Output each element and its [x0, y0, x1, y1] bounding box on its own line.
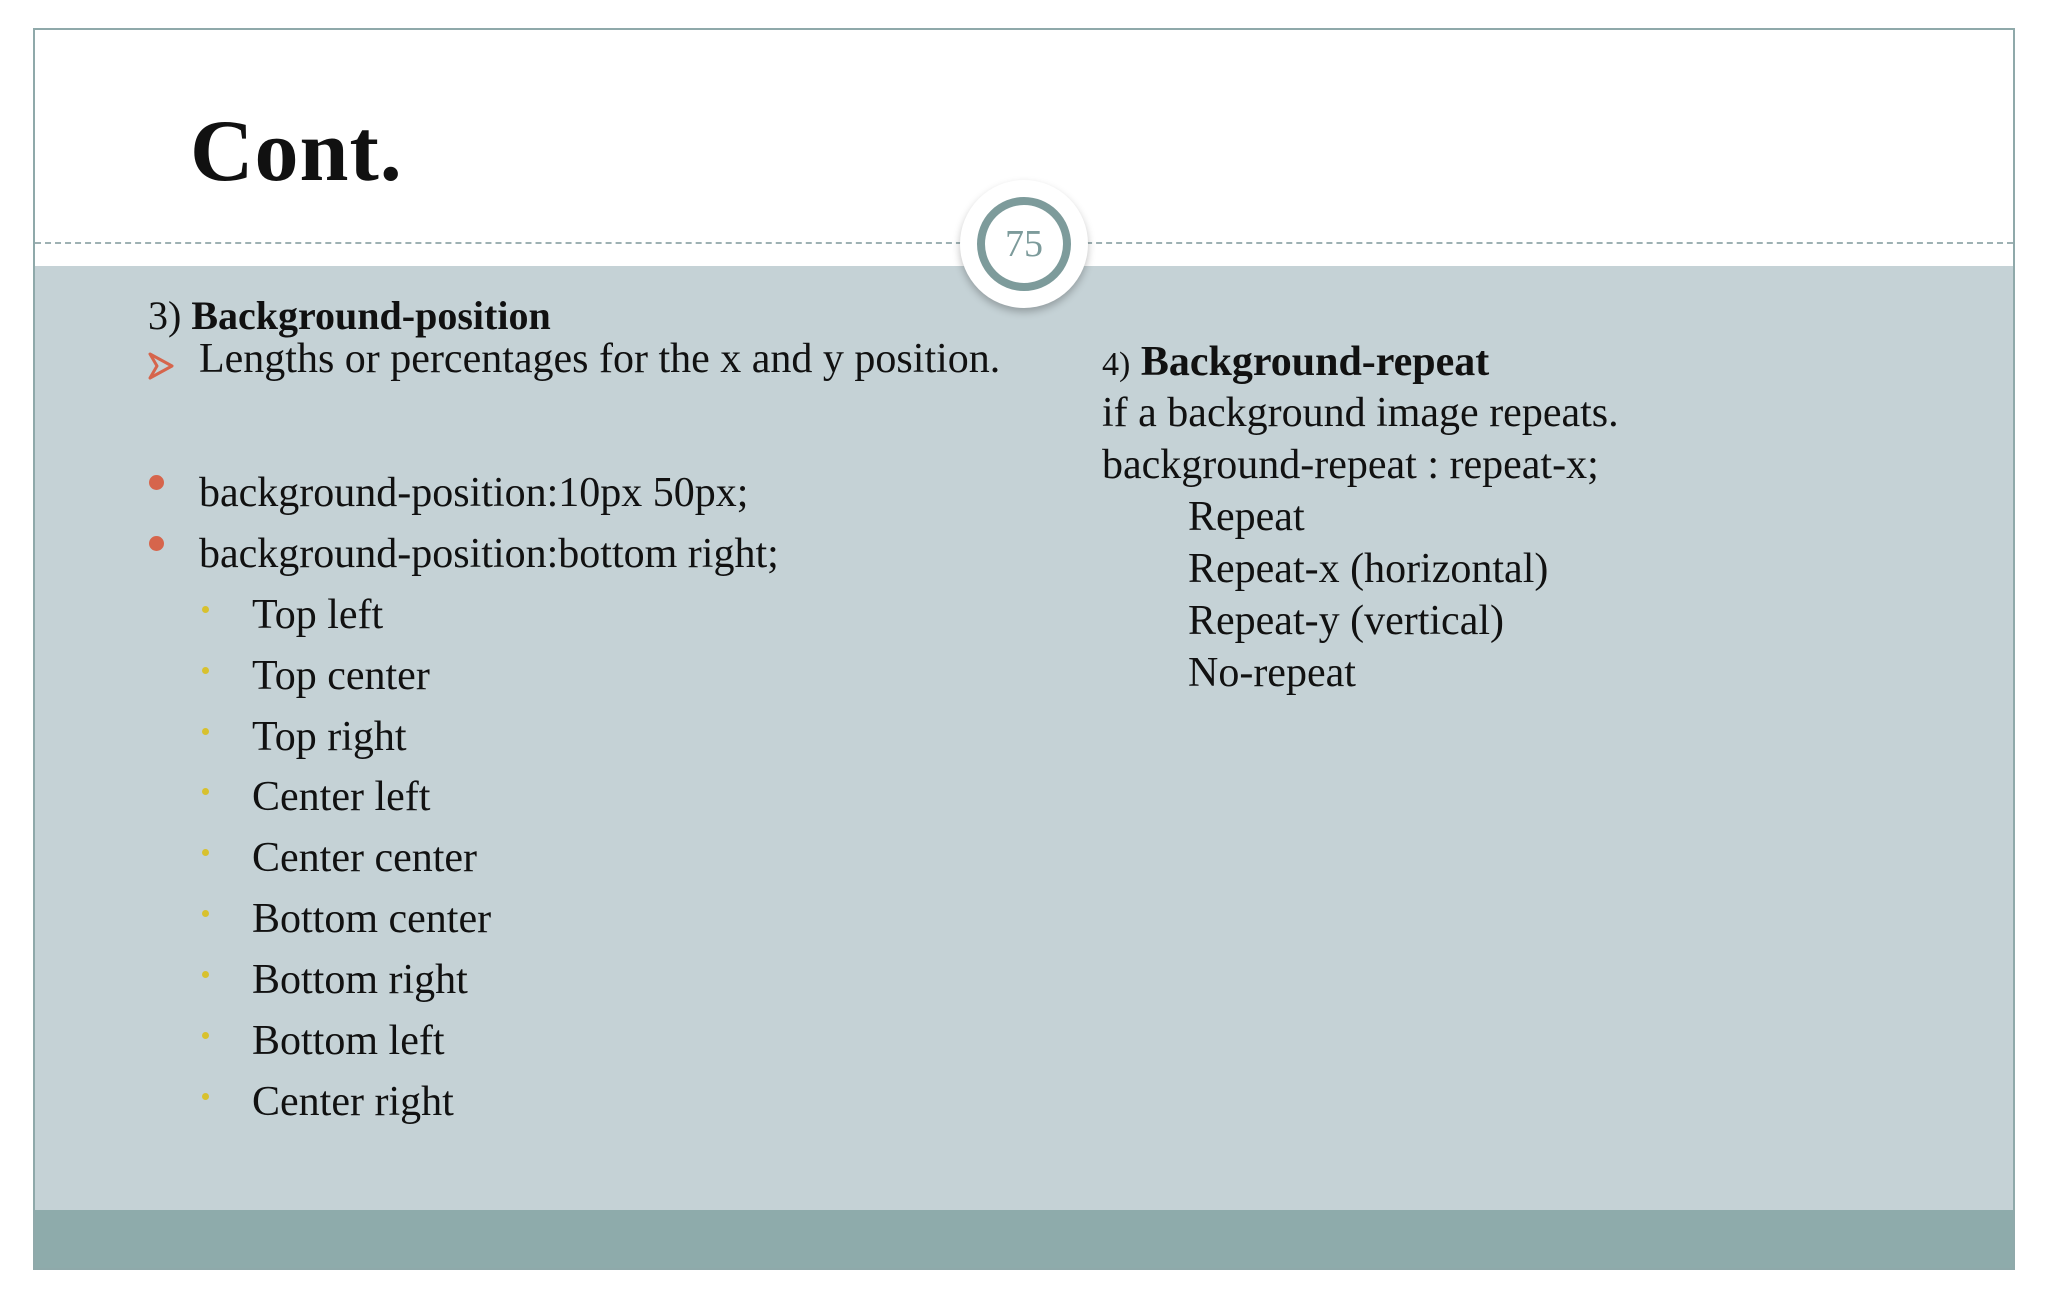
repeat-description: if a background image repeats. [1102, 390, 1619, 436]
position-option: Top right [252, 714, 407, 760]
heading-title: Background-repeat [1140, 339, 1490, 385]
sub-bullet-icon [202, 971, 209, 978]
heading-number: 3) [148, 293, 182, 338]
page-number-badge [960, 180, 1088, 308]
position-option: Top center [252, 653, 430, 699]
repeat-value: Repeat-y (vertical) [1188, 598, 1504, 644]
page-number: 75 [1005, 223, 1043, 265]
dot-bullet-icon [149, 475, 164, 490]
arrow-item-text: Lengths or percentages for the x and y position. [199, 336, 1001, 382]
arrow-bullet-icon [148, 352, 174, 380]
position-option: Center left [252, 774, 431, 820]
section-heading-background-position [148, 292, 551, 339]
position-option: Center center [252, 835, 478, 881]
dot-bullet-icon [149, 536, 164, 551]
sub-bullet-icon [202, 606, 209, 613]
footer-bar [35, 1210, 2013, 1268]
position-option: Bottom center [252, 896, 492, 942]
position-option: Top left [252, 592, 384, 638]
sub-bullet-icon [202, 788, 209, 795]
page-number-ring [977, 197, 1071, 291]
repeat-value: No-repeat [1188, 650, 1356, 696]
repeat-value: Repeat [1188, 494, 1305, 540]
bullet-text: background-position:10px 50px; [199, 470, 749, 516]
bullet-text: background-position:bottom right; [199, 531, 779, 577]
position-option: Bottom left [252, 1018, 445, 1064]
position-option: Bottom right [252, 957, 468, 1003]
slide [33, 28, 2015, 1270]
sub-bullet-icon [202, 1032, 209, 1039]
sub-bullet-icon [202, 728, 209, 735]
sub-bullet-icon [202, 910, 209, 917]
section-heading-background-repeat [1102, 338, 1489, 386]
sub-bullet-icon [202, 667, 209, 674]
sub-bullet-icon [202, 1093, 209, 1100]
sub-bullet-icon [202, 849, 209, 856]
heading-title: Background-position [191, 293, 551, 338]
slide-title: Cont. [190, 103, 403, 200]
repeat-example: background-repeat : repeat-x; [1102, 442, 1599, 488]
repeat-value: Repeat-x (horizontal) [1188, 546, 1549, 592]
heading-number: 4) [1102, 346, 1131, 383]
position-option: Center right [252, 1079, 454, 1125]
